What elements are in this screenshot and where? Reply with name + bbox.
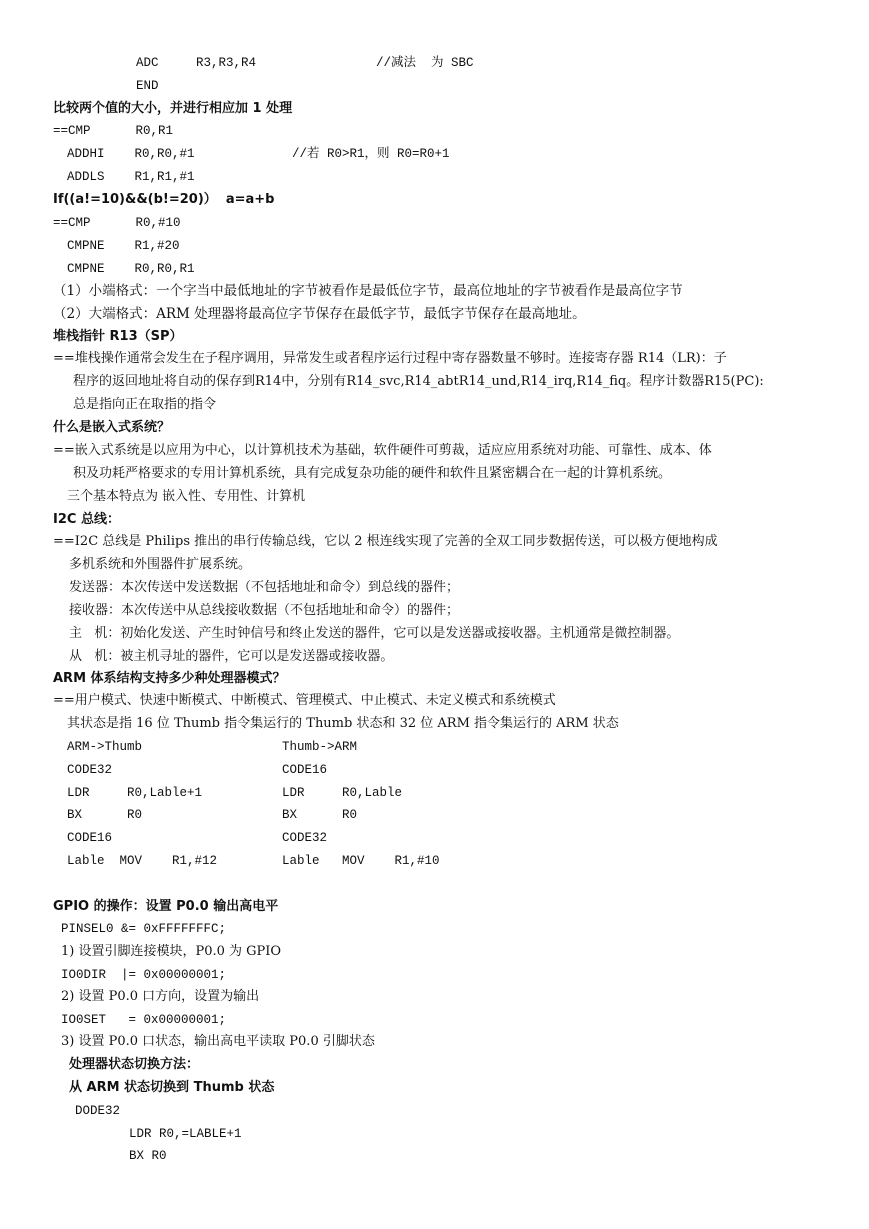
gpio-code-2: IO0DIR |= 0x00000001; (61, 968, 227, 982)
heading-compare: 比较两个值的大小，并进行相应加 1 处理 (53, 101, 293, 116)
gpio-code-3: IO0SET = 0x00000001; (61, 1013, 227, 1027)
code-left-3: BX R0 (67, 808, 143, 822)
embedded-text-2: 积及功耗严格要求的专用计算机系统，具有完成复杂功能的硬件和软件且紧密耦合在一起的计算机系统。 (73, 466, 672, 481)
heading-if: If((a!=10)&&(b!=20)） a=a+b (53, 192, 275, 207)
code-right-4: CODE32 (282, 831, 328, 845)
code-left-5: Lable MOV R1,#12 (67, 854, 218, 868)
i2c-receiver: 接收器：本次传送中从总线接收数据（不包括地址和命令）的器件； (69, 603, 460, 618)
switch-code-3: BX R0 (129, 1149, 167, 1163)
gpio-step-2: 2) 设置 P0.0 口方向，设置为输出 (61, 989, 260, 1004)
little-endian-text: （1）小端格式：一个字当中最低地址的字节被看作是最低位字节，最高位地址的字节被看作是最高位字节 (53, 283, 683, 299)
embedded-text-1: ==嵌入式系统是以应用为中心，以计算机技术为基础，软件硬件可剪裁，适应应用系统对功能、可靠性、成本、体 (53, 443, 712, 458)
heading-arm-modes: ARM 体系结构支持多少种处理器模式？ (53, 671, 286, 686)
switch-code-2: LDR R0,=LABLE+1 (129, 1127, 242, 1141)
i2c-text-1: ==I2C 总线是 Philips 推出的串行传输总线，它以 2 根连线实现了完善的全双工同步数据传送，可以极方便地构成 (53, 534, 718, 549)
switch-code-1: DODE32 (75, 1104, 121, 1118)
stack-text-3: 总是指向正在取指的指令 (73, 397, 217, 412)
code-cmpne-2: CMPNE R0,R0,R1 (67, 262, 195, 276)
i2c-master: 主 机：初始化发送、产生时钟信号和终止发送的器件，它可以是发送器或接收器。主机通常是微控制器。 (69, 626, 680, 641)
arm-to-thumb-label: ARM->Thumb (67, 740, 143, 754)
arm-modes-text: ==用户模式、快速中断模式、中断模式、管理模式、中止模式、未定义模式和系统模式 (53, 693, 556, 708)
thumb-to-arm-label: Thumb->ARM (282, 740, 358, 754)
gpio-code-1: PINSEL0 &= 0xFFFFFFFC; (61, 922, 227, 936)
i2c-text-2: 多机系统和外围器件扩展系统。 (69, 557, 252, 572)
code-cmpne-1: CMPNE R1,#20 (67, 239, 180, 253)
heading-state-switch: 处理器状态切换方法： (69, 1057, 200, 1072)
heading-stack-pointer: 堆栈指针 R13（SP） (53, 329, 183, 344)
code-right-2: LDR R0,Lable (282, 786, 403, 800)
code-adc: ADC R3,R3,R4 //减法 为 SBC (136, 56, 474, 70)
heading-i2c: I2C 总线： (53, 512, 120, 527)
gpio-step-3: 3) 设置 P0.0 口状态，输出高电平读取 P0.0 引脚状态 (61, 1034, 375, 1049)
stack-text-2: 程序的返回地址将自动的保存到R14中，分别有R14_svc,R14_abtR14_und,R14_irq,R14_fiq。程序计数器R15(PC): (73, 374, 764, 389)
code-addhi: ADDHI R0,R0,#1 //若 R0>R1，则 R0=R0+1 (67, 147, 450, 161)
code-cmp-2: ==CMP R0,#10 (53, 216, 181, 230)
code-left-4: CODE16 (67, 831, 113, 845)
gpio-step-1: 1) 设置引脚连接模块，P0.0 为 GPIO (61, 944, 282, 959)
code-cmp-1: ==CMP R0,R1 (53, 124, 174, 138)
code-right-3: BX R0 (282, 808, 358, 822)
code-end: END (136, 79, 159, 93)
heading-gpio: GPIO 的操作：设置 P0.0 输出高电平 (53, 899, 279, 914)
arm-states-text: 其状态是指 16 位 Thumb 指令集运行的 Thumb 状态和 32 位 ARM 指令集运行的 ARM 状态 (67, 716, 619, 731)
heading-embedded: 什么是嵌入式系统？ (53, 420, 171, 435)
code-right-5: Lable MOV R1,#10 (282, 854, 440, 868)
i2c-transmitter: 发送器：本次传送中发送数据（不包括地址和命令）到总线的器件； (69, 580, 460, 595)
stack-text-1: ==堆栈操作通常会发生在子程序调用，异常发生或者程序运行过程中寄存器数量不够时。连接寄存器 R14（LR)：子 (53, 351, 727, 366)
i2c-slave: 从 机：被主机寻址的器件，它可以是发送器或接收器。 (69, 649, 394, 664)
code-left-1: CODE32 (67, 763, 113, 777)
code-left-2: LDR R0,Lable+1 (67, 786, 203, 800)
code-addls: ADDLS R1,R1,#1 (67, 170, 195, 184)
embedded-features: 三个基本特点为 嵌入性、专用性、计算机 (67, 489, 306, 504)
big-endian-text: （2）大端格式：ARM 处理器将最高位字节保存在最低字节，最低字节保存在最高地址。 (53, 306, 586, 322)
heading-arm-to-thumb: 从 ARM 状态切换到 Thumb 状态 (69, 1080, 275, 1095)
code-right-1: CODE16 (282, 763, 328, 777)
